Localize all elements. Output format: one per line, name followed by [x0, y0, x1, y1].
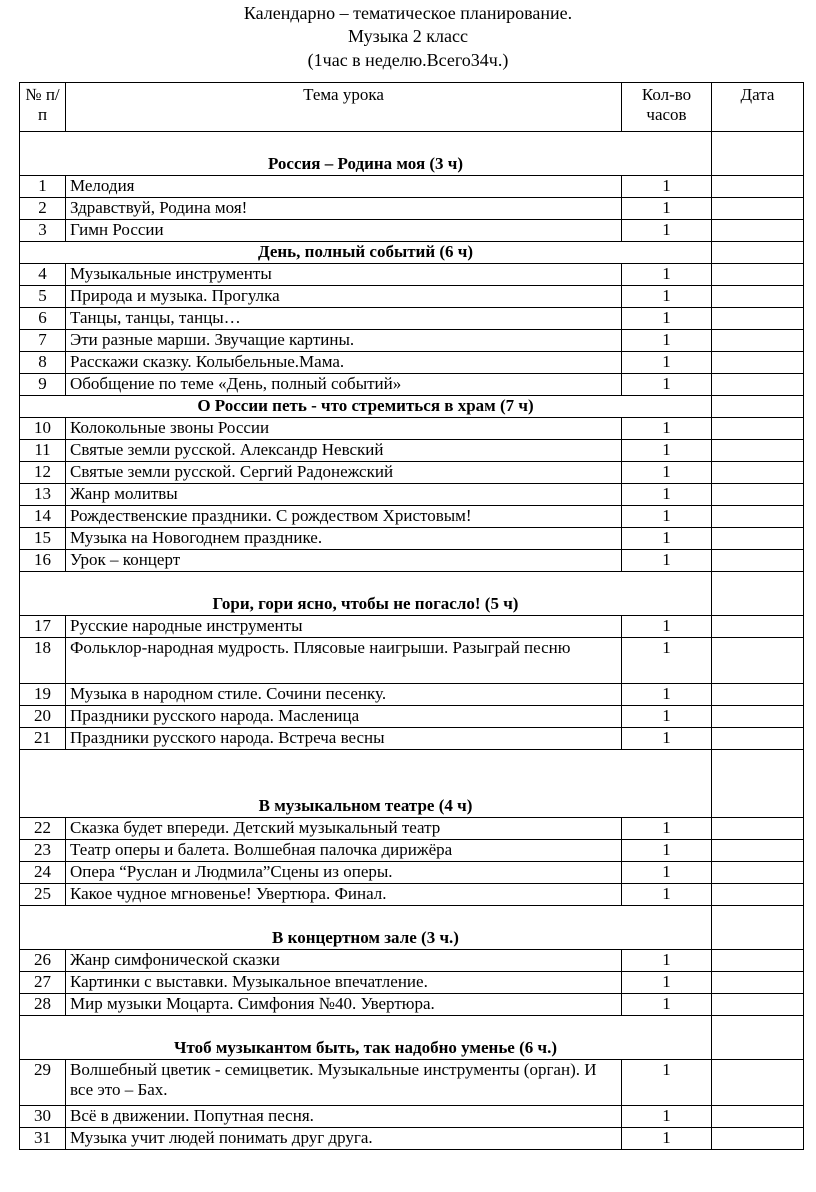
section-date-cell	[712, 1016, 804, 1060]
table-row	[20, 884, 804, 906]
lesson-hours: 1	[622, 950, 712, 972]
table-row	[20, 818, 804, 840]
lesson-hours: 1	[622, 462, 712, 484]
document-subtitle: Музыка 2 класс	[348, 26, 468, 46]
lesson-topic: Мелодия	[66, 176, 622, 198]
section-date-cell	[712, 132, 804, 176]
lesson-number: 2	[20, 198, 66, 220]
lesson-hours: 1	[622, 1128, 712, 1150]
lesson-number: 19	[20, 684, 66, 706]
lesson-date	[712, 374, 804, 396]
lesson-hours: 1	[622, 330, 712, 352]
lesson-hours: 1	[622, 286, 712, 308]
lesson-number: 28	[20, 994, 66, 1016]
lesson-date	[712, 506, 804, 528]
lesson-number: 15	[20, 528, 66, 550]
table-row	[20, 728, 804, 750]
lesson-topic: Музыкальные инструменты	[66, 264, 622, 286]
lesson-date	[712, 440, 804, 462]
lesson-topic: Музыка учит людей понимать друг друга.	[66, 1128, 622, 1150]
lesson-number: 12	[20, 462, 66, 484]
lesson-date	[712, 484, 804, 506]
lesson-date	[712, 550, 804, 572]
table-row	[20, 264, 804, 286]
lesson-topic: Природа и музыка. Прогулка	[66, 286, 622, 308]
header-topic: Тема урока	[66, 83, 622, 132]
lesson-hours: 1	[622, 176, 712, 198]
table-row	[20, 840, 804, 862]
lesson-topic: Мир музыки Моцарта. Симфония №40. Увертюра.	[66, 994, 622, 1016]
lesson-topic: Сказка будет впереди. Детский музыкальный театр	[66, 818, 622, 840]
lesson-date	[712, 684, 804, 706]
lesson-hours: 1	[622, 862, 712, 884]
lesson-number: 26	[20, 950, 66, 972]
lesson-hours: 1	[622, 506, 712, 528]
table-header-row	[20, 83, 804, 132]
lesson-hours: 1	[622, 616, 712, 638]
lesson-date	[712, 706, 804, 728]
table-row	[20, 176, 804, 198]
lesson-number: 6	[20, 308, 66, 330]
table-row	[20, 440, 804, 462]
lesson-hours: 1	[622, 220, 712, 242]
lesson-number: 14	[20, 506, 66, 528]
lesson-date	[712, 418, 804, 440]
lesson-topic: Расскажи сказку. Колыбельные.Мама.	[66, 352, 622, 374]
lesson-date	[712, 308, 804, 330]
table-row	[20, 308, 804, 330]
lesson-date	[712, 616, 804, 638]
lesson-date	[712, 638, 804, 684]
table-row	[20, 374, 804, 396]
lesson-number: 7	[20, 330, 66, 352]
lesson-topic: Волшебный цветик - семицветик. Музыкальные инструменты (орган). И все это – Бах.	[66, 1060, 622, 1106]
lesson-hours: 1	[622, 440, 712, 462]
lesson-topic: Здравствуй, Родина моя!	[66, 198, 622, 220]
section-title: Россия – Родина моя (3 ч)	[20, 132, 712, 176]
table-row	[20, 418, 804, 440]
lesson-number: 16	[20, 550, 66, 572]
lesson-topic: Урок – концерт	[66, 550, 622, 572]
section-row	[20, 242, 804, 264]
table-row	[20, 950, 804, 972]
lesson-topic: Фольклор-народная мудрость. Плясовые наигрыши. Разыграй песню	[66, 638, 622, 684]
lesson-hours: 1	[622, 484, 712, 506]
section-row	[20, 132, 804, 176]
lesson-number: 10	[20, 418, 66, 440]
header-hours: Кол-во часов	[622, 83, 712, 132]
lesson-hours: 1	[622, 818, 712, 840]
section-title: Чтоб музыкантом быть, так надобно уменье (6 ч.)	[20, 1016, 712, 1060]
lesson-hours: 1	[622, 884, 712, 906]
lesson-date	[712, 818, 804, 840]
lesson-date	[712, 950, 804, 972]
table-row	[20, 1128, 804, 1150]
section-title: В музыкальном театре (4 ч)	[20, 750, 712, 818]
lesson-date	[712, 330, 804, 352]
section-title: О России петь - что стремиться в храм (7 ч)	[20, 396, 712, 418]
lesson-date	[712, 462, 804, 484]
section-date-cell	[712, 242, 804, 264]
lesson-hours: 1	[622, 352, 712, 374]
table-row	[20, 462, 804, 484]
table-row	[20, 638, 804, 684]
table-row	[20, 706, 804, 728]
lesson-date	[712, 264, 804, 286]
document-hours-note: (1час в неделю.Всего34ч.)	[307, 50, 509, 70]
lesson-date	[712, 1060, 804, 1106]
table-row	[20, 1060, 804, 1106]
table-row	[20, 862, 804, 884]
section-row	[20, 750, 804, 818]
lesson-date	[712, 884, 804, 906]
lesson-number: 21	[20, 728, 66, 750]
lesson-number: 31	[20, 1128, 66, 1150]
lesson-topic: Рождественские праздники. С рождеством Христовым!	[66, 506, 622, 528]
lesson-topic: Святые земли русской. Сергий Радонежский	[66, 462, 622, 484]
lesson-date	[712, 220, 804, 242]
lesson-hours: 1	[622, 728, 712, 750]
lesson-hours: 1	[622, 840, 712, 862]
table-row	[20, 528, 804, 550]
section-row	[20, 906, 804, 950]
lesson-hours: 1	[622, 308, 712, 330]
lesson-topic: Праздники русского народа. Масленица	[66, 706, 622, 728]
table-row	[20, 484, 804, 506]
lesson-topic: Театр оперы и балета. Волшебная палочка дирижёра	[66, 840, 622, 862]
lesson-number: 3	[20, 220, 66, 242]
lesson-date	[712, 1128, 804, 1150]
section-row	[20, 572, 804, 616]
lesson-hours: 1	[622, 550, 712, 572]
lesson-number: 1	[20, 176, 66, 198]
lesson-hours: 1	[622, 418, 712, 440]
header-date: Дата	[712, 83, 804, 132]
section-date-cell	[712, 572, 804, 616]
lesson-topic: Эти разные марши. Звучащие картины.	[66, 330, 622, 352]
lesson-hours: 1	[622, 264, 712, 286]
section-date-cell	[712, 906, 804, 950]
lesson-date	[712, 994, 804, 1016]
table-row	[20, 286, 804, 308]
lesson-number: 29	[20, 1060, 66, 1106]
section-date-cell	[712, 396, 804, 418]
table-row	[20, 220, 804, 242]
lesson-date	[712, 286, 804, 308]
header-number: № п/п	[20, 83, 66, 132]
table-row	[20, 616, 804, 638]
lesson-topic: Танцы, танцы, танцы…	[66, 308, 622, 330]
lesson-hours: 1	[622, 972, 712, 994]
lesson-date	[712, 176, 804, 198]
lesson-date	[712, 528, 804, 550]
table-row	[20, 506, 804, 528]
section-title: Гори, гори ясно, чтобы не погасло! (5 ч)	[20, 572, 712, 616]
lesson-date	[712, 198, 804, 220]
plan-table	[19, 82, 804, 1150]
table-row	[20, 684, 804, 706]
lesson-number: 27	[20, 972, 66, 994]
table-row	[20, 550, 804, 572]
lesson-date	[712, 728, 804, 750]
lesson-hours: 1	[622, 528, 712, 550]
lesson-hours: 1	[622, 706, 712, 728]
lesson-topic: Обобщение по теме «День, полный событий»	[66, 374, 622, 396]
lesson-date	[712, 1106, 804, 1128]
lesson-hours: 1	[622, 638, 712, 684]
section-row	[20, 1016, 804, 1060]
lesson-number: 24	[20, 862, 66, 884]
lesson-date	[712, 352, 804, 374]
lesson-topic: Русские народные инструменты	[66, 616, 622, 638]
lesson-hours: 1	[622, 994, 712, 1016]
lesson-topic: Всё в движении. Попутная песня.	[66, 1106, 622, 1128]
lesson-date	[712, 862, 804, 884]
section-title: День, полный событий (6 ч)	[20, 242, 712, 264]
lesson-hours: 1	[622, 198, 712, 220]
lesson-topic: Жанр молитвы	[66, 484, 622, 506]
lesson-date	[712, 840, 804, 862]
lesson-number: 8	[20, 352, 66, 374]
lesson-number: 17	[20, 616, 66, 638]
lesson-topic: Гимн России	[66, 220, 622, 242]
table-row	[20, 994, 804, 1016]
lesson-number: 18	[20, 638, 66, 684]
table-row	[20, 352, 804, 374]
lesson-topic: Праздники русского народа. Встреча весны	[66, 728, 622, 750]
lesson-date	[712, 972, 804, 994]
lesson-topic: Какое чудное мгновенье! Увертюра. Финал.	[66, 884, 622, 906]
table-row	[20, 1106, 804, 1128]
section-row	[20, 396, 804, 418]
lesson-topic: Музыка на Новогоднем празднике.	[66, 528, 622, 550]
lesson-number: 9	[20, 374, 66, 396]
table-row	[20, 198, 804, 220]
lesson-hours: 1	[622, 1060, 712, 1106]
lesson-number: 13	[20, 484, 66, 506]
lesson-topic: Музыка в народном стиле. Сочини песенку.	[66, 684, 622, 706]
lesson-number: 25	[20, 884, 66, 906]
lesson-number: 23	[20, 840, 66, 862]
lesson-topic: Святые земли русской. Александр Невский	[66, 440, 622, 462]
table-row	[20, 330, 804, 352]
lesson-number: 11	[20, 440, 66, 462]
section-title: В концертном зале (3 ч.)	[20, 906, 712, 950]
lesson-number: 20	[20, 706, 66, 728]
lesson-topic: Жанр симфонической сказки	[66, 950, 622, 972]
section-date-cell	[712, 750, 804, 818]
lesson-topic: Опера “Руслан и Людмила”Сцены из оперы.	[66, 862, 622, 884]
lesson-number: 5	[20, 286, 66, 308]
table-row	[20, 972, 804, 994]
lesson-hours: 1	[622, 1106, 712, 1128]
document-title: Календарно – тематическое планирование.	[243, 3, 573, 23]
lesson-hours: 1	[622, 374, 712, 396]
lesson-topic: Колокольные звоны России	[66, 418, 622, 440]
lesson-hours: 1	[622, 684, 712, 706]
lesson-number: 22	[20, 818, 66, 840]
lesson-number: 4	[20, 264, 66, 286]
lesson-topic: Картинки с выставки. Музыкальное впечатление.	[66, 972, 622, 994]
lesson-number: 30	[20, 1106, 66, 1128]
